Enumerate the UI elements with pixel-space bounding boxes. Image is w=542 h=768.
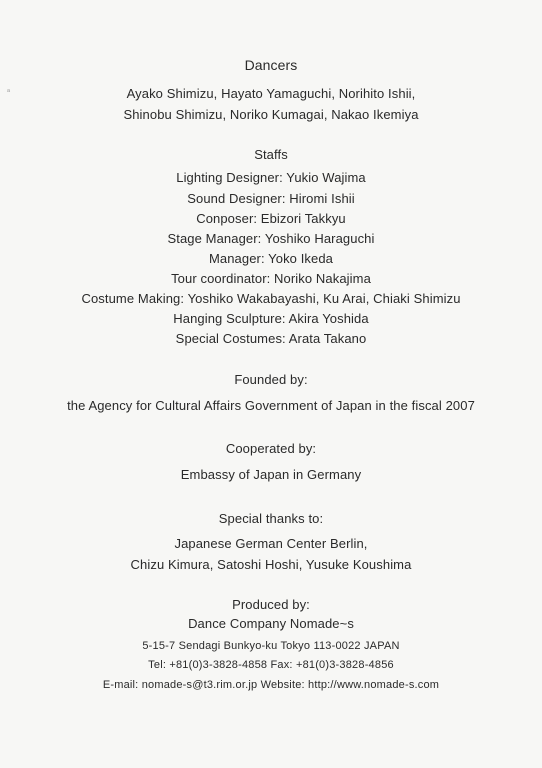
staff-hanging-sculpture: Hanging Sculpture: Akira Yoshida: [173, 311, 369, 326]
dancers-line-2: Shinobu Shimizu, Noriko Kumagai, Nakao Ikemiya: [123, 107, 419, 122]
staff-stage-manager: Stage Manager: Yoshiko Haraguchi: [167, 231, 375, 246]
staffs-heading: Staffs: [254, 147, 288, 162]
founded-heading: Founded by:: [234, 372, 308, 387]
produced-phone-fax: Tel: +81(0)3-3828-4858 Fax: +81(0)3-3828-4856: [148, 659, 394, 671]
thanks-line-1: Japanese German Center Berlin,: [174, 536, 368, 551]
dancers-line-1: Ayako Shimizu, Hayato Yamaguchi, Norihito Ishii,: [126, 86, 416, 101]
cooperated-heading: Cooperated by:: [225, 441, 317, 456]
produced-address: 5-15-7 Sendagi Bunkyo-ku Tokyo 113-0022 JAPAN: [142, 640, 400, 652]
scan-mark: ᵃ: [7, 87, 10, 96]
staff-costume-making: Costume Making: Yoshiko Wakabayashi, Ku Arai, Chiaki Shimizu: [81, 291, 461, 306]
thanks-line-2: Chizu Kimura, Satoshi Hoshi, Yusuke Koushima: [130, 557, 412, 572]
staff-lighting-designer: Lighting Designer: Yukio Wajima: [176, 170, 366, 185]
cooperated-line: Embassy of Japan in Germany: [180, 467, 362, 482]
staff-composer: Conposer: Ebizori Takkyu: [196, 211, 346, 226]
dancers-heading: Dancers: [244, 57, 298, 73]
founded-line: the Agency for Cultural Affairs Government of Japan in the fiscal 2007: [67, 398, 475, 413]
produced-heading: Produced by:: [232, 597, 310, 612]
thanks-heading: Special thanks to:: [218, 511, 324, 526]
staff-sound-designer: Sound Designer: Hiromi Ishii: [187, 191, 355, 206]
produced-company: Dance Company Nomade~s: [188, 616, 354, 631]
staff-tour-coordinator: Tour coordinator: Noriko Nakajima: [171, 271, 371, 286]
staff-manager: Manager: Yoko Ikeda: [208, 251, 334, 266]
produced-email-website: E-mail: nomade-s@t3.rim.or.jp Website: http://www.nomade-s.com: [102, 679, 440, 691]
staff-special-costumes: Special Costumes: Arata Takano: [175, 331, 367, 346]
